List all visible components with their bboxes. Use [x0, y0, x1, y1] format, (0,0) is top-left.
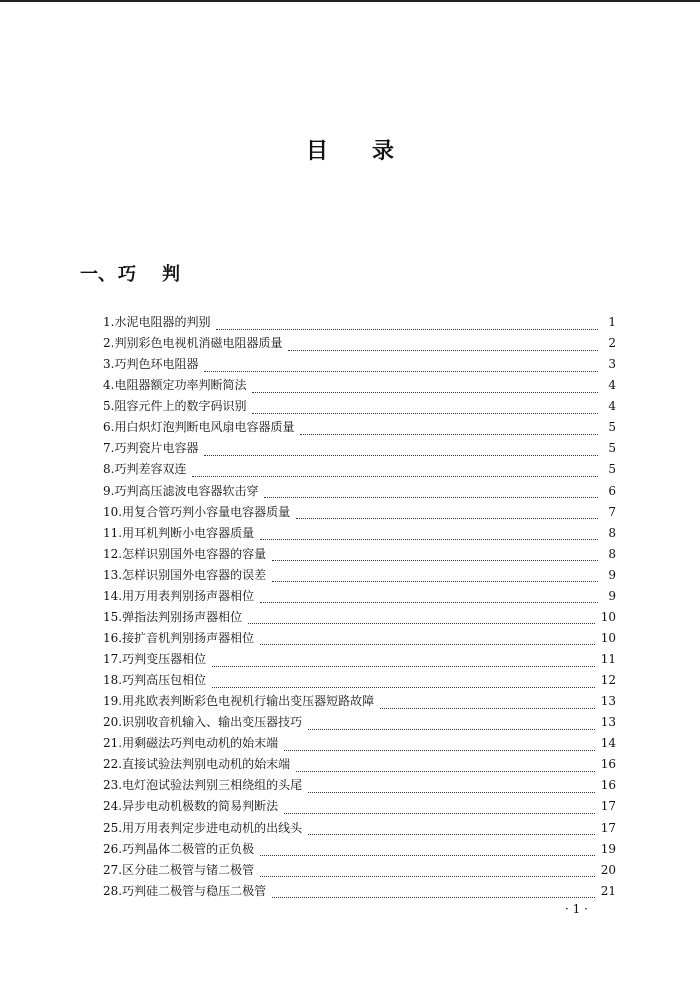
toc-entry-leader-dots [308, 720, 595, 730]
toc-entry-leader-dots [212, 678, 595, 688]
toc-entry-page: 17 [600, 820, 616, 835]
toc-entry-number: 4. [103, 378, 115, 393]
toc-entry-title: 巧判瓷片电容器 [114, 441, 199, 456]
toc-entry-leader-dots [300, 425, 598, 435]
page-number: · 1 · [565, 902, 588, 916]
toc-entry-title: 电阻器额定功率判断简法 [114, 378, 247, 393]
toc-entry-title: 识别收音机输入、输出变压器技巧 [122, 715, 303, 730]
toc-entry-leader-dots [288, 341, 598, 351]
toc-entry-number: 16. [103, 630, 123, 645]
toc-entry-title: 用耳机判断小电容器质量 [122, 525, 255, 540]
toc-entry-page: 11 [600, 652, 616, 666]
toc-entry[interactable] [103, 375, 616, 396]
toc-entry-number: 28. [103, 883, 123, 898]
toc-entry-page: 16 [600, 778, 616, 793]
toc-entry-title: 水泥电阻器的判别 [114, 315, 211, 329]
toc-entry-page: 13 [600, 694, 616, 709]
page-title-part1: 目 [305, 139, 328, 164]
toc-entry-title: 用复合管巧判小容量电容器质量 [122, 504, 291, 519]
toc-entry-title: 巧判晶体二极管的正负极 [122, 841, 255, 856]
toc-entry-title: 巧判高压包相位 [122, 673, 207, 688]
toc-entry[interactable] [103, 628, 616, 649]
toc-entry[interactable] [103, 818, 616, 839]
toc-entry-title: 巧判硅二极管与稳压二极管 [122, 883, 267, 898]
toc-entry-leader-dots [272, 888, 595, 898]
toc-entry-leader-dots [260, 593, 598, 603]
toc-entry-page: 14 [600, 736, 616, 751]
toc-entry[interactable] [103, 523, 616, 544]
toc-entry-page: 3 [608, 357, 616, 372]
toc-entry-title: 区分硅二极管与锗二极管 [122, 862, 255, 877]
toc-entry-number: 15. [103, 609, 123, 624]
toc-entry[interactable] [103, 354, 616, 375]
toc-entry-number: 9. [103, 483, 115, 498]
toc-entry-title: 巧判差容双连 [114, 462, 187, 477]
toc-entry-page: 2 [608, 336, 616, 351]
toc-entry-title: 怎样识别国外电容器的误差 [122, 567, 267, 582]
toc-entry[interactable] [103, 860, 616, 881]
toc-entry-number: 20. [103, 715, 123, 730]
toc-entry-number: 12. [103, 546, 123, 561]
toc-entry[interactable] [103, 417, 616, 438]
toc-entry-leader-dots [296, 509, 598, 519]
toc-entry-leader-dots [272, 572, 598, 582]
toc-entry-number: 6. [103, 420, 115, 435]
toc-entry-leader-dots [252, 383, 598, 393]
toc-entry-title: 异步电动机极数的简易判断法 [122, 799, 279, 814]
toc-entry-leader-dots [260, 530, 598, 540]
toc-entry-leader-dots [248, 614, 595, 624]
page-title-part2: 录 [372, 139, 395, 164]
toc-entry[interactable] [103, 670, 616, 691]
toc-entry-title: 用兆欧表判断彩色电视机行输出变压器短路故障 [122, 694, 375, 709]
toc-entry-title: 用白炽灯泡判断电风扇电容器质量 [114, 420, 295, 435]
toc-entry-number: 14. [103, 588, 123, 603]
toc-entry[interactable] [103, 796, 616, 817]
toc-entry[interactable] [103, 565, 616, 586]
toc-entry-page: 10 [600, 609, 616, 624]
toc-entry-leader-dots [252, 404, 598, 414]
toc-entry-title: 怎样识别国外电容器的容量 [122, 546, 267, 561]
toc-entry-title: 巧判色环电阻器 [114, 357, 199, 372]
toc-entry-title: 巧判变压器相位 [122, 652, 207, 666]
toc-entry-leader-dots [284, 804, 595, 814]
toc-entry-leader-dots [204, 362, 598, 372]
toc-entry-leader-dots [296, 762, 595, 772]
toc-entry[interactable] [103, 396, 616, 417]
toc-entry-page: 7 [608, 504, 616, 519]
section-title-part2: 判 [162, 264, 180, 285]
toc-entry-leader-dots [216, 320, 598, 330]
toc-list [103, 312, 616, 902]
toc-entry-title: 阻容元件上的数字码识别 [114, 399, 247, 414]
toc-entry[interactable] [103, 333, 616, 354]
toc-entry-leader-dots [212, 657, 595, 667]
toc-entry-leader-dots [204, 446, 598, 456]
toc-entry-number: 1. [103, 315, 115, 329]
toc-entry-page: 6 [608, 483, 616, 498]
toc-entry-page: 9 [608, 588, 616, 603]
toc-entry[interactable] [103, 544, 616, 565]
toc-entry-page: 4 [608, 378, 616, 393]
toc-entry[interactable] [103, 459, 616, 480]
toc-entry-number: 3. [103, 357, 115, 372]
toc-entry-page: 19 [600, 841, 616, 856]
toc-entry-number: 13. [103, 567, 123, 582]
toc-entry-title: 直接试验法判别电动机的始末端 [122, 757, 291, 772]
toc-entry[interactable] [103, 312, 616, 333]
section-title-part1: 巧 [118, 264, 136, 285]
toc-entry-page: 21 [600, 883, 616, 898]
toc-entry-page: 8 [608, 546, 616, 561]
toc-entry[interactable] [103, 502, 616, 523]
toc-entry[interactable] [103, 754, 616, 775]
toc-entry-leader-dots [260, 635, 595, 645]
toc-entry-number: 23. [103, 778, 123, 793]
toc-entry-page: 5 [608, 441, 616, 456]
toc-entry-leader-dots [308, 783, 595, 793]
toc-entry-title: 接扩音机判别扬声器相位 [122, 630, 255, 645]
toc-entry-page: 16 [600, 757, 616, 772]
toc-entry[interactable] [103, 733, 616, 754]
toc-entry-leader-dots [272, 551, 598, 561]
toc-entry-page: 20 [600, 862, 616, 877]
toc-entry-number: 25. [103, 820, 123, 835]
toc-entry-page: 13 [600, 715, 616, 730]
toc-entry-title: 用万用表判别扬声器相位 [122, 588, 255, 603]
toc-entry[interactable] [103, 691, 616, 712]
toc-entry-number: 26. [103, 841, 123, 856]
toc-entry[interactable] [103, 649, 616, 670]
toc-entry-number: 5. [103, 399, 115, 414]
toc-entry-page: 5 [608, 420, 616, 435]
toc-entry[interactable] [103, 481, 616, 502]
toc-entry-leader-dots [380, 699, 595, 709]
toc-entry[interactable] [103, 607, 616, 628]
toc-entry-title: 用剩磁法巧判电动机的始末端 [122, 736, 279, 751]
top-border-line [0, 0, 700, 2]
toc-entry-number: 2. [103, 336, 115, 351]
toc-entry-number: 17. [103, 652, 123, 666]
toc-entry[interactable] [103, 775, 616, 796]
toc-entry-page: 5 [608, 462, 616, 477]
toc-entry-page: 17 [600, 799, 616, 814]
toc-entry-number: 11. [103, 525, 123, 540]
toc-entry[interactable] [103, 881, 616, 902]
toc-entry-number: 19. [103, 694, 123, 709]
toc-entry[interactable] [103, 586, 616, 607]
toc-entry-number: 18. [103, 673, 123, 688]
toc-entry[interactable] [103, 712, 616, 733]
toc-entry-number: 10. [103, 504, 123, 519]
toc-entry-page: 12 [600, 673, 616, 688]
toc-entry-title: 电灯泡试验法判别三相绕组的头尾 [122, 778, 303, 793]
toc-entry-number: 24. [103, 799, 123, 814]
toc-entry-number: 7. [103, 441, 115, 456]
toc-entry-number: 22. [103, 757, 123, 772]
toc-entry-page: 9 [608, 567, 616, 582]
toc-entry-title: 判别彩色电视机消磁电阻器质量 [114, 336, 283, 351]
toc-entry-leader-dots [264, 488, 598, 498]
toc-entry-page: 1 [608, 315, 616, 329]
toc-entry-leader-dots [192, 467, 598, 477]
toc-entry-leader-dots [284, 741, 595, 751]
toc-entry-number: 8. [103, 462, 115, 477]
toc-entry-page: 4 [608, 399, 616, 414]
toc-entry-title: 巧判高压滤波电容器软击穿 [114, 483, 259, 498]
section-number: 一、 [80, 264, 116, 285]
page-title [0, 134, 700, 165]
toc-entry-leader-dots [308, 825, 595, 835]
toc-entry-title: 用万用表判定步进电动机的出线头 [122, 820, 303, 835]
toc-entry-number: 27. [103, 862, 123, 877]
toc-entry-title: 弹指法判别扬声器相位 [122, 609, 243, 624]
toc-entry-leader-dots [260, 867, 595, 877]
toc-entry-number: 21. [103, 736, 123, 751]
toc-entry[interactable] [103, 438, 616, 459]
section-heading [80, 260, 180, 286]
toc-entry-leader-dots [260, 846, 595, 856]
toc-entry[interactable] [103, 839, 616, 860]
toc-entry-page: 8 [608, 525, 616, 540]
toc-entry-page: 10 [600, 630, 616, 645]
